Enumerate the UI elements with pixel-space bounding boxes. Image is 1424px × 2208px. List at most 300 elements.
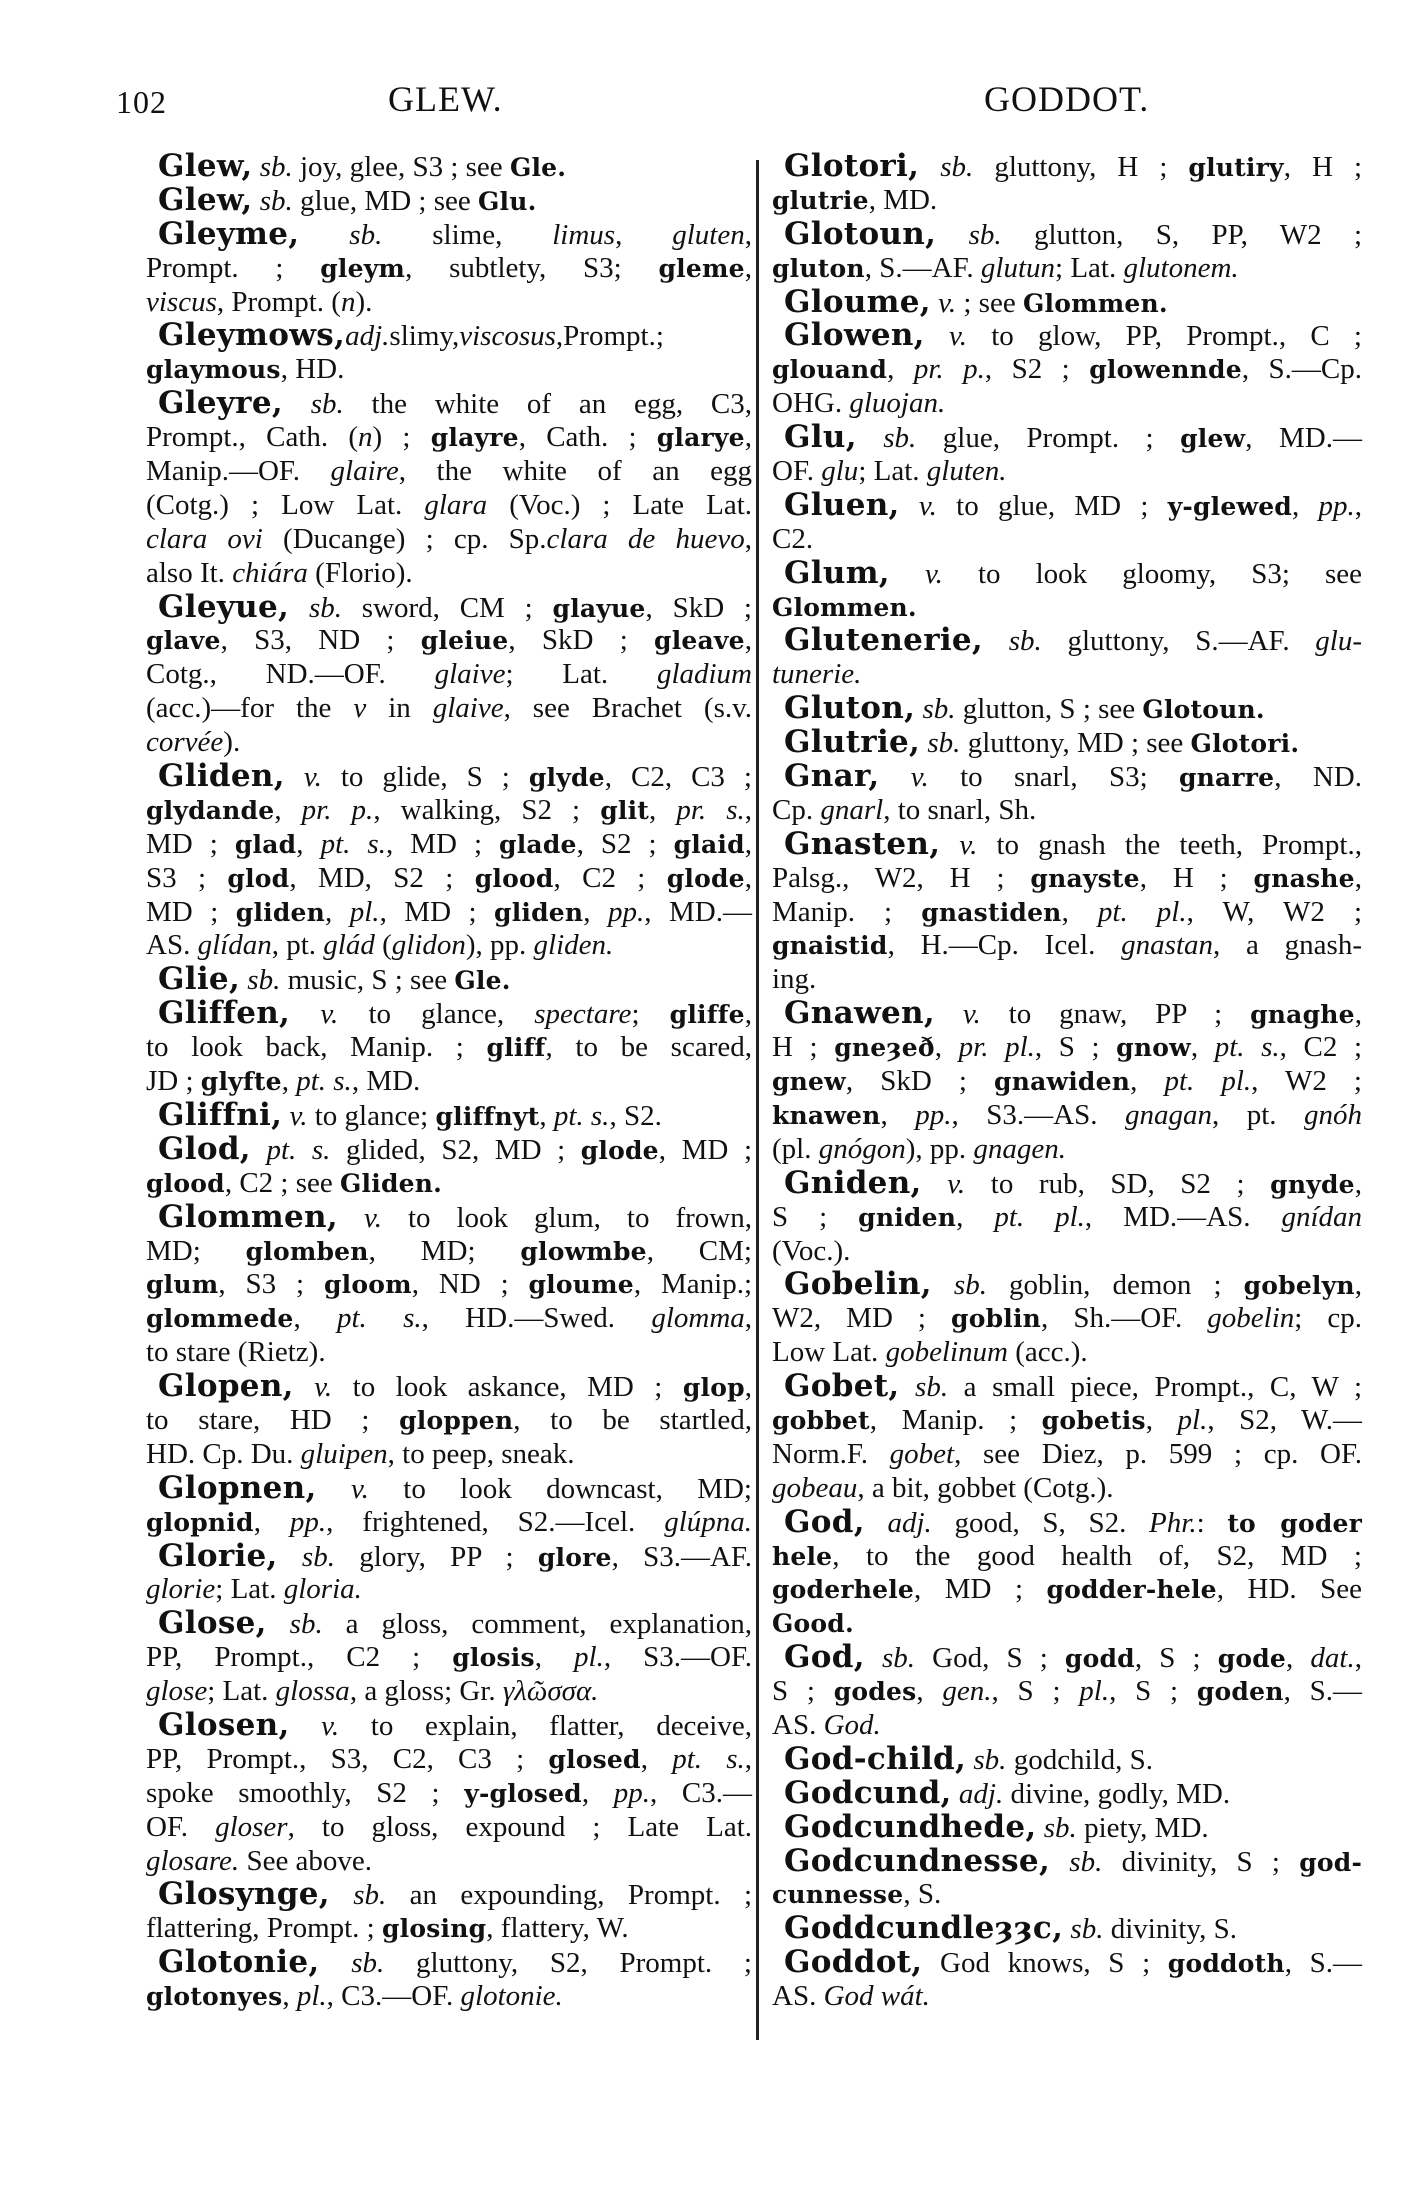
text: , MD ; <box>914 1573 1047 1606</box>
text: , S3.—OF. <box>603 1641 753 1674</box>
text: , S ; <box>991 1675 1080 1708</box>
italic-text: gladium <box>656 658 752 691</box>
text: , <box>744 1371 752 1404</box>
italic-text: v. <box>289 1709 340 1742</box>
text: sword, CM ; <box>341 591 553 624</box>
italic-text: v. <box>293 1371 333 1404</box>
text: , SkD ; <box>845 1065 995 1098</box>
italic-text: sb. <box>299 218 383 251</box>
text: , <box>1354 1167 1362 1200</box>
italic-text: v. <box>282 1099 308 1132</box>
text: ; Lat. <box>207 1675 276 1708</box>
headword: Goddot, <box>784 1944 923 1981</box>
text: JD ; <box>146 1065 201 1098</box>
italic-text: pr. s. <box>676 793 745 826</box>
text: to look glum, to frown, <box>381 1201 752 1234</box>
italic-text: limus <box>552 218 616 251</box>
headword: Glod, <box>158 1130 251 1167</box>
text: , S ; <box>1034 1031 1117 1064</box>
italic-text: pr. p. <box>913 353 985 386</box>
italic-text: gliden. <box>533 929 614 962</box>
italic-text: v. <box>316 1472 369 1505</box>
text: OF. <box>146 1810 216 1843</box>
bold-form: gleave <box>654 626 745 656</box>
italic-text: n <box>358 421 373 454</box>
bold-form: gobelyn <box>1243 1271 1355 1301</box>
entry-line <box>772 794 1362 828</box>
entry-line <box>772 1065 1362 1099</box>
bold-form: gleiue <box>420 626 509 656</box>
entry-line-headword <box>146 1607 752 1641</box>
text: gluttony, S2, Prompt. ; <box>384 1947 752 1980</box>
text: ; Lat. <box>215 1573 284 1606</box>
text: , ND. <box>1274 761 1362 794</box>
text: (Cotg.) ; Low Lat. <box>146 488 425 521</box>
entry-line <box>772 252 1362 286</box>
entry-line <box>146 1675 752 1709</box>
page-number: 102 <box>116 84 167 120</box>
text: , W, W2 ; <box>1186 895 1362 928</box>
text: , S ; <box>1109 1675 1197 1708</box>
entry-line <box>146 1845 752 1879</box>
bold-form: gnow <box>1116 1033 1191 1063</box>
text: piety, MD. <box>1076 1811 1209 1844</box>
text: , walking, S2 ; <box>373 793 601 826</box>
headword: Gluton, <box>784 690 916 727</box>
entry-line <box>146 1404 752 1438</box>
text: , <box>1291 489 1319 522</box>
text: HD. Cp. Du. <box>146 1437 301 1470</box>
text: ; Lat. <box>1055 251 1124 284</box>
italic-text: glotonie. <box>460 1980 563 2013</box>
entry-line <box>146 455 752 489</box>
bold-form: gnawiden <box>994 1067 1131 1097</box>
text: , HD.—Swed. <box>421 1302 652 1335</box>
text: , <box>539 1099 554 1132</box>
bold-form: gnaghe <box>1250 1000 1355 1030</box>
italic-text: sb. <box>319 1947 385 1980</box>
entry-line <box>772 1709 1362 1743</box>
italic-text: sb. <box>277 1540 335 1573</box>
text: , <box>1145 1403 1178 1436</box>
entry-line <box>146 353 752 387</box>
text: a gloss, comment, explanation, <box>322 1608 752 1641</box>
text: , MD.— <box>644 895 752 928</box>
entry-line <box>146 692 752 726</box>
italic-text: pp. <box>289 1505 327 1538</box>
text: , MD. <box>868 183 938 216</box>
bold-form: glood <box>474 863 554 893</box>
italic-text: v. <box>921 1167 966 1200</box>
headword: Glose, <box>158 1605 267 1642</box>
italic-text: God. <box>823 1708 881 1741</box>
entry-line-headword <box>772 1740 1362 1777</box>
italic-text: glosare. <box>146 1844 240 1877</box>
text: , <box>1354 998 1362 1031</box>
text: , <box>744 421 752 454</box>
headword: Godcund, <box>784 1774 952 1811</box>
headword: Gnawen, <box>784 995 935 1032</box>
italic-text: v. <box>284 761 322 794</box>
text: , <box>744 251 752 284</box>
text: , see Brachet (s.v. <box>503 692 752 725</box>
text: to rub, SD, S2 ; <box>965 1167 1271 1200</box>
text: joy, glee, S3 ; see <box>292 151 510 183</box>
text: God knows, S ; <box>922 1947 1168 1980</box>
italic-text: chiára <box>232 556 308 589</box>
entry-line-headword <box>146 1706 752 1743</box>
bold-form: gneȝeð <box>834 1033 935 1063</box>
italic-text: v. <box>899 489 937 522</box>
text: , to the good health of, S2, MD ; <box>832 1539 1362 1572</box>
headword: Gleymows, <box>158 317 346 354</box>
entry-line-headword <box>146 997 752 1031</box>
bold-form: gliffnyt <box>435 1101 540 1131</box>
headword: Glotori, <box>784 148 920 184</box>
text: to snarl, S3; <box>928 761 1179 794</box>
headword: Gobelin, <box>784 1266 932 1303</box>
text: AS. <box>772 1980 824 2013</box>
italic-text: pl. <box>1079 1675 1110 1708</box>
text: : <box>1196 1506 1228 1539</box>
entry-line-headword <box>772 1912 1362 1946</box>
italic-text: pt. pl. <box>1097 895 1187 928</box>
italic-text: glád <box>323 929 375 962</box>
bold-form: glode <box>666 863 745 893</box>
text: , S.— <box>1283 1675 1362 1708</box>
headword: Gobet, <box>784 1368 900 1405</box>
text: , CM; <box>646 1234 752 1267</box>
text: W2, MD ; <box>772 1302 952 1335</box>
text: MD ; <box>146 827 235 860</box>
entry-line <box>772 184 1362 218</box>
text: (pl. <box>772 1132 819 1165</box>
italic-text: Phr. <box>1149 1506 1197 1539</box>
italic-text: spectare <box>534 998 632 1031</box>
text: , a bit, gobbet (Cotg.). <box>857 1471 1114 1504</box>
bold-form: y-glosed <box>464 1778 582 1808</box>
text: , frightened, S2.—Icel. <box>326 1505 665 1538</box>
italic-text: sb. <box>983 625 1042 658</box>
entry-line-headword <box>772 1164 1362 1201</box>
text: AS. <box>146 929 198 962</box>
bold-form: Glotoun. <box>1142 695 1265 725</box>
text: to look downcast, MD; <box>368 1472 752 1505</box>
text: , C2, C3 ; <box>604 761 752 794</box>
text: , HD. See <box>1216 1573 1362 1606</box>
text: , <box>296 827 321 860</box>
bold-form: glood <box>146 1168 225 1198</box>
italic-text: sb. <box>899 1371 949 1404</box>
entry-line <box>146 1777 752 1811</box>
entry-line <box>772 1404 1362 1438</box>
headword: Glosen, <box>158 1706 290 1743</box>
text: S ; <box>772 1200 859 1233</box>
text: , S ; <box>1134 1642 1218 1675</box>
text: , <box>1354 1269 1362 1302</box>
italic-text: sb. <box>266 1608 323 1641</box>
entry-line <box>146 1641 752 1675</box>
italic-text: sb. <box>329 1879 387 1912</box>
italic-text: gloria. <box>283 1573 362 1606</box>
bold-form: cunnesse <box>772 1880 904 1910</box>
entry-line-headword <box>146 319 752 353</box>
headword: Gniden, <box>784 1164 922 1201</box>
entry-line-headword <box>772 283 1362 320</box>
text: , <box>887 353 914 386</box>
italic-text: sb. <box>240 964 281 997</box>
bold-form: gnayste <box>1030 863 1140 893</box>
italic-text: glomma <box>651 1302 745 1335</box>
text: , S2 ; <box>984 353 1090 386</box>
entry-line <box>146 286 752 320</box>
text: , C2 ; <box>553 861 667 894</box>
italic-text: corvée <box>146 726 224 759</box>
text: AS. <box>772 1708 824 1741</box>
text: , <box>1354 861 1362 894</box>
entry-line <box>772 1201 1362 1235</box>
bold-form: glotonyes <box>146 1982 283 2012</box>
text: , pt. <box>1211 1098 1305 1131</box>
entry-line-headword <box>146 1469 752 1506</box>
text: , MD ; <box>379 895 495 928</box>
bold-form: godes <box>833 1677 917 1707</box>
bold-form: glowennde <box>1089 355 1242 385</box>
italic-text: pr. p. <box>301 793 374 826</box>
italic-text: sb. <box>1036 1811 1077 1844</box>
text: , H ; <box>1283 151 1363 183</box>
text: , a gloss; Gr. <box>349 1675 503 1708</box>
text: , flattery, W. <box>486 1912 629 1945</box>
bold-form: glydande <box>146 795 275 825</box>
text: , <box>325 895 350 928</box>
entry-line <box>772 1133 1362 1167</box>
text: , <box>640 1742 673 1775</box>
text: (acc.)—for the <box>146 692 354 725</box>
entry-line-headword <box>146 760 752 794</box>
text: to glue, MD ; <box>936 489 1168 522</box>
entry-line-headword <box>146 150 752 184</box>
italic-text: God wát. <box>823 1980 930 2013</box>
italic-text: gnarl <box>820 793 884 826</box>
entry-line-headword <box>772 1268 1362 1302</box>
headword: Glutenerie, <box>784 622 984 659</box>
text: , MD, S2 ; <box>289 861 475 894</box>
bold-form: glomben <box>245 1236 369 1266</box>
entry-line-headword <box>146 387 752 421</box>
headword: Glorie, <box>158 1537 278 1574</box>
entry-line <box>772 1573 1362 1607</box>
entry-line <box>146 1235 752 1269</box>
text: , C3.— <box>650 1776 753 1809</box>
entry-line-headword <box>772 1774 1362 1811</box>
entry-line-headword <box>772 997 1362 1031</box>
bold-form: goddoth <box>1167 1949 1285 1979</box>
text: , <box>956 1200 995 1233</box>
bold-form: gliden <box>235 897 326 927</box>
text: Prompt. ; <box>146 251 321 284</box>
text: ). <box>223 726 241 759</box>
text: , <box>1286 1642 1311 1675</box>
entry-line-headword <box>772 825 1362 862</box>
bold-form: glosis <box>452 1643 535 1673</box>
headword: Goddcundleȝȝc, <box>784 1910 1064 1947</box>
entry-line <box>772 929 1362 963</box>
bold-form: gliff <box>486 1033 546 1063</box>
headword: Glowen, <box>784 317 925 354</box>
entry-line-headword <box>772 1842 1363 1879</box>
entry-line <box>146 794 752 828</box>
bold-form: goden <box>1196 1677 1284 1707</box>
italic-text: sb. <box>920 727 961 760</box>
italic-text: pt. s. <box>553 1099 610 1132</box>
entry-line <box>146 896 752 930</box>
text: (Ducange) ; cp. Sp. <box>262 522 547 555</box>
italic-text: glúpna. <box>664 1505 752 1538</box>
entry-line <box>146 489 752 523</box>
entry-line <box>772 1540 1362 1574</box>
text: slimy, <box>389 320 460 353</box>
entry-line <box>146 1167 752 1201</box>
text: , to peep, sneak. <box>387 1437 575 1470</box>
text: ; cp. <box>1294 1302 1362 1335</box>
text: H ; <box>772 1031 835 1064</box>
text: , HD. <box>280 353 345 386</box>
bold-form: glosed <box>548 1744 641 1774</box>
entry-line <box>772 1099 1362 1133</box>
headword: Godcundnesse, <box>784 1842 1051 1879</box>
text: , W2 ; <box>1251 1065 1362 1098</box>
text: gluttony, MD ; see <box>960 727 1191 760</box>
text: , Manip.; <box>633 1268 753 1301</box>
bold-form: hele <box>772 1541 833 1571</box>
italic-text: gluipen <box>300 1437 388 1470</box>
running-head-right: GODDOT. <box>984 79 1150 119</box>
text: , MD.—AS. <box>1084 1200 1282 1233</box>
text: godchild, S. <box>1006 1743 1154 1776</box>
bold-form: Good. <box>772 1609 854 1639</box>
entry-line-headword <box>772 215 1362 252</box>
italic-text: pl. <box>296 1980 327 2013</box>
text: , the white of an egg <box>398 455 752 488</box>
bold-form: gode <box>1217 1644 1287 1674</box>
entry-line <box>772 1472 1362 1506</box>
text: (acc.). <box>1008 1336 1088 1369</box>
text: , to be startled, <box>513 1403 752 1436</box>
italic-text: v <box>353 692 367 725</box>
text: , MD; <box>368 1234 521 1267</box>
italic-text: gen. <box>942 1675 992 1708</box>
bold-form: glutrie <box>772 185 869 215</box>
entry-line-headword <box>772 1370 1362 1404</box>
entry-line <box>772 455 1362 489</box>
italic-text: pt. s. <box>320 827 386 860</box>
text: ; <box>631 998 670 1031</box>
italic-text: gobelinum <box>885 1336 1008 1369</box>
running-head-left: GLEW. <box>388 79 503 119</box>
text: , SkD ; <box>645 591 752 624</box>
italic-text: glaire <box>330 455 399 488</box>
text: , S. <box>903 1878 942 1911</box>
text: ; Lat. <box>858 455 927 488</box>
bold-form: glit <box>600 795 650 825</box>
text: , <box>534 1641 575 1674</box>
bold-form: y-glewed <box>1167 491 1292 521</box>
italic-text: glossa <box>275 1675 350 1708</box>
text: , a gnash- <box>1213 929 1362 962</box>
italic-text: sb. <box>966 1743 1007 1776</box>
italic-text: dat. <box>1310 1642 1355 1675</box>
bold-form: godder-hele <box>1046 1575 1217 1605</box>
headword: Glotonie, <box>158 1944 320 1981</box>
entry-line-headword <box>772 760 1362 794</box>
text: goblin, demon ; <box>986 1269 1244 1302</box>
text: to stare (Rietz). <box>146 1336 326 1369</box>
bold-form: glyde <box>528 763 605 793</box>
italic-text: sb. <box>1063 1913 1104 1946</box>
bold-form: god- <box>1299 1847 1363 1877</box>
bold-form: glaymous <box>146 355 281 385</box>
entry-line-headword <box>772 319 1362 353</box>
text: , <box>282 1980 297 2013</box>
italic-text: gluten <box>672 218 745 251</box>
text: , subtlety, S3; <box>405 251 659 284</box>
entry-line-headword <box>146 1370 752 1404</box>
italic-text: pt. s. <box>250 1133 331 1166</box>
bold-form: glosing <box>382 1914 487 1944</box>
bold-form: godd <box>1064 1644 1135 1674</box>
italic-text: pr. pl. <box>958 1031 1035 1064</box>
text: , <box>934 1031 959 1064</box>
text: gluttony, S.—AF. <box>1041 625 1316 658</box>
entry-line <box>146 624 752 658</box>
text: also It. <box>146 556 233 589</box>
entry-line <box>146 252 752 286</box>
entry-line-headword <box>146 181 752 218</box>
text: , see Diez, p. 599 ; cp. OF. <box>954 1437 1362 1470</box>
bold-form: glum <box>146 1270 219 1300</box>
headword: Gluen, <box>784 486 900 523</box>
italic-text: pp. <box>915 1098 952 1131</box>
text: Norm.F. <box>772 1437 890 1470</box>
entry-line <box>146 523 752 557</box>
bold-form: Gle. <box>454 966 511 996</box>
headword: Gliden, <box>158 758 285 795</box>
italic-text: v. <box>889 557 943 590</box>
entry-line-headword <box>146 1537 752 1574</box>
entry-line-headword <box>146 588 752 625</box>
text: divinity, S ; <box>1102 1845 1300 1878</box>
italic-text: sb. <box>1050 1845 1103 1878</box>
text: in <box>366 692 433 725</box>
italic-text: pp. <box>613 1776 651 1809</box>
italic-text: sb. <box>252 184 293 217</box>
text: , <box>274 793 302 826</box>
entry-line-headword <box>146 1130 752 1167</box>
text: , C3.—OF. <box>326 1980 461 2013</box>
text: , H ; <box>1139 861 1254 894</box>
text: OHG. <box>772 387 850 420</box>
entry-line <box>772 353 1362 387</box>
entry-line <box>146 1438 752 1472</box>
entry-line <box>772 1336 1362 1370</box>
entry-line-headword <box>772 1503 1362 1540</box>
headword: Glutrie, <box>784 724 921 761</box>
text: , S.— <box>1284 1947 1363 1980</box>
bold-form: gniden <box>858 1202 957 1232</box>
headword: God-child, <box>784 1740 967 1777</box>
italic-text: glídan <box>197 929 272 962</box>
